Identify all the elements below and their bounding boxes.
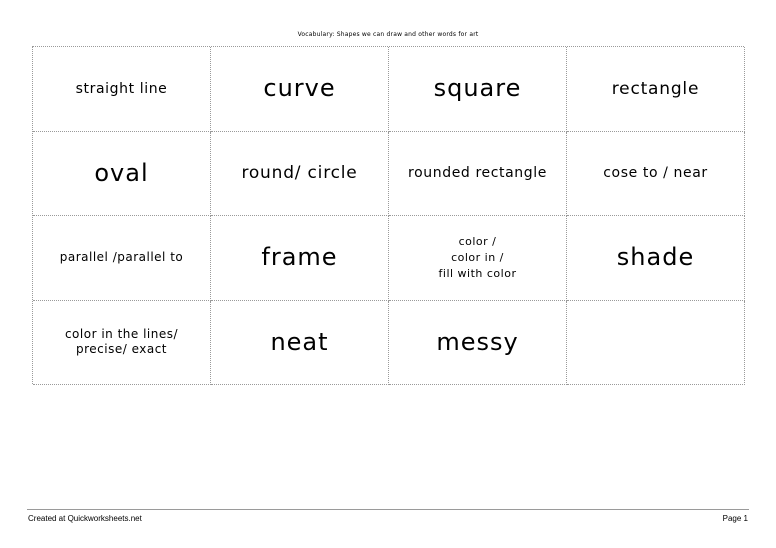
vocab-card-empty bbox=[567, 301, 745, 386]
footer-page-number: Page 1 bbox=[722, 514, 748, 523]
vocab-card: round/ circle bbox=[211, 132, 389, 217]
vocab-card: color in the lines/ precise/ exact bbox=[33, 301, 211, 386]
vocab-card: rectangle bbox=[567, 47, 745, 132]
vocab-card: neat bbox=[211, 301, 389, 386]
vocab-card: oval bbox=[33, 132, 211, 217]
vocab-card: curve bbox=[211, 47, 389, 132]
vocab-card: messy bbox=[389, 301, 567, 386]
vocab-card: parallel /parallel to bbox=[33, 216, 211, 301]
vocab-card: frame bbox=[211, 216, 389, 301]
vocab-card: rounded rectangle bbox=[389, 132, 567, 217]
vocab-card: shade bbox=[567, 216, 745, 301]
vocabulary-card-grid bbox=[32, 46, 744, 384]
vocab-card: square bbox=[389, 47, 567, 132]
vocab-card: color / color in / fill with color bbox=[389, 216, 567, 301]
vocab-card: straight line bbox=[33, 47, 211, 132]
vocab-card: cose to / near bbox=[567, 132, 745, 217]
worksheet-title: Vocabulary: Shapes we can draw and other words for art bbox=[297, 31, 479, 38]
footer-divider bbox=[27, 509, 749, 510]
footer-credit: Created at Quickworksheets.net bbox=[28, 514, 142, 523]
